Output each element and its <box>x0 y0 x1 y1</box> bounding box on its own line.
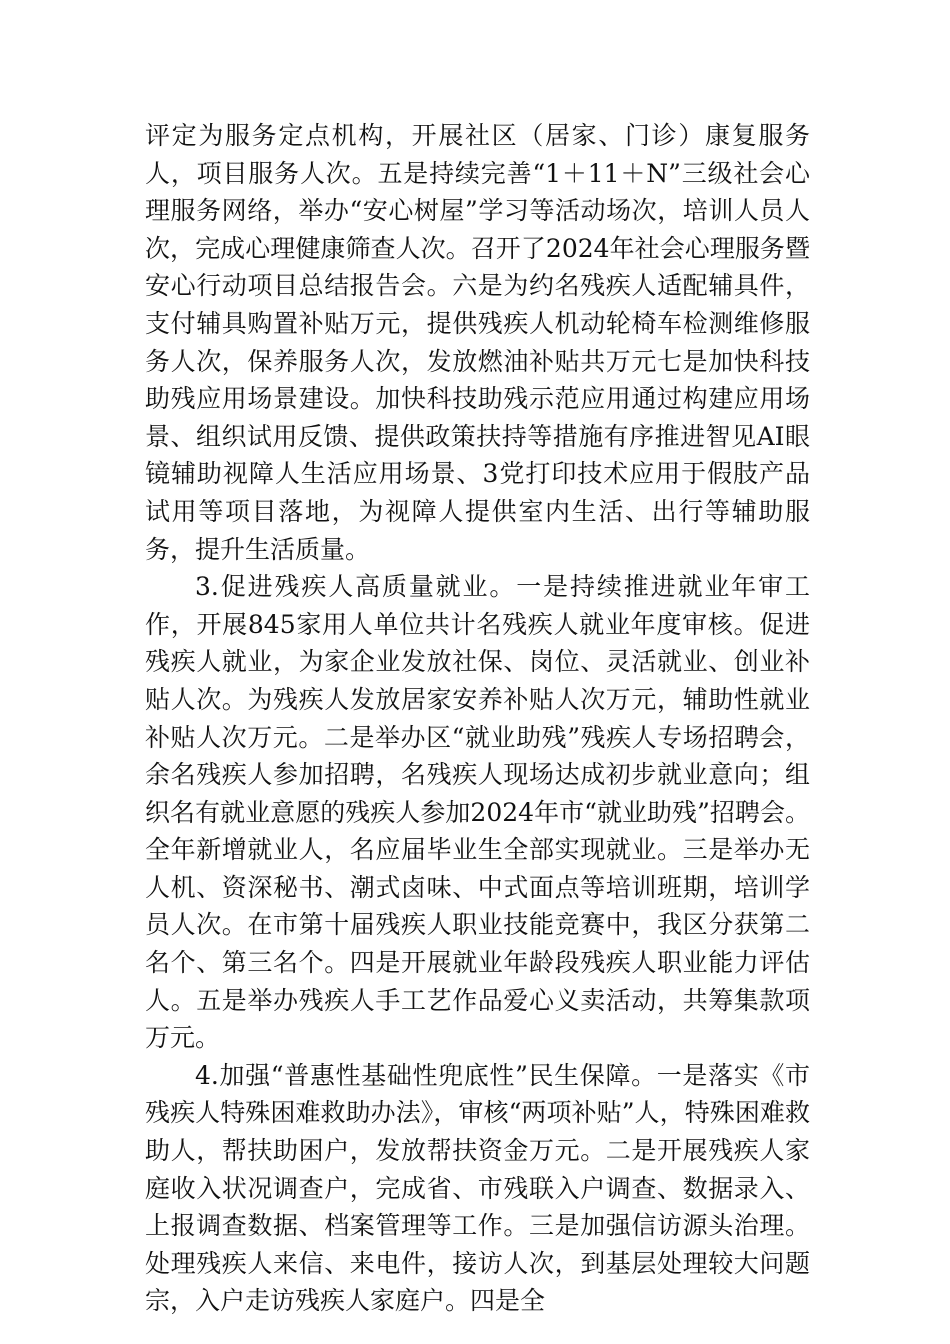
paragraph-employment: 3.促进残疾人高质量就业。一是持续推进就业年审工作，开展845家用人单位共计名残疾人就业年度审核。促进残疾人就业，为家企业发放社保、岗位、灵活就业、创业补贴人次。为残疾人发放居家安养补贴人次万元，辅助性就业补贴人次万元。二是举办区“就业助残”残疾人专场招聘会，余名残疾人参加招聘，名残疾人现场达成初步就业意向；组织名有就业意愿的残疾人参加2024年市“就业助残”招聘会。全年新增就业人，名应届毕业生全部实现就业。三是举办无人机、资深秘书、潮式卤味、中式面点等培训班期，培训学员人次。在市第十届残疾人职业技能竞赛中，我区分获第二名个、第三名个。四是开展就业年龄段残疾人职业能力评估人。五是举办残疾人手工艺作品爱心义卖活动，共筹集款项万元。 <box>145 572 810 1053</box>
paragraph-continuation: 评定为服务定点机构，开展社区（居家、门诊）康复服务人，项目服务人次。五是持续完善“1＋11＋N”三级社会心理服务网络，举办“安心树屋”学习等活动场次，培训人员人次，完成心理健康筛查人次。召开了2024年社会心理服务暨安心行动项目总结报告会。六是为约名残疾人适配辅具件，支付辅具购置补贴万元，提供残疾人机动轮椅车检测维修服务人次，保养服务人次，发放燃油补贴共万元七是加快科技助残应用场景建设。加快科技助残示范应用通过构建应用场景、组织试用反馈、提供政策扶持等措施有序推进智见AI眼镜辅助视障人生活应用场景、3党打印技术应用于假肢产品试用等项目落地，为视障人提供室内生活、出行等辅助服务，提升生活质量。 <box>145 121 810 564</box>
document-body <box>145 117 810 1320</box>
paragraph-livelihood: 4.加强“普惠性基础性兜底性”民生保障。一是落实《市残疾人特殊困难救助办法》，审核“两项补贴”人，特殊困难救助人，帮扶助困户，发放帮扶资金万元。二是开展残疾人家庭收入状况调查户，完成省、市残联入户调查、数据录入、上报调查数据、档案管理等工作。三是加强信访源头治理。处理残疾人来信、来电件，接访人次，到基层处理较大问题宗，入户走访残疾人家庭户。四是全 <box>145 1060 810 1316</box>
